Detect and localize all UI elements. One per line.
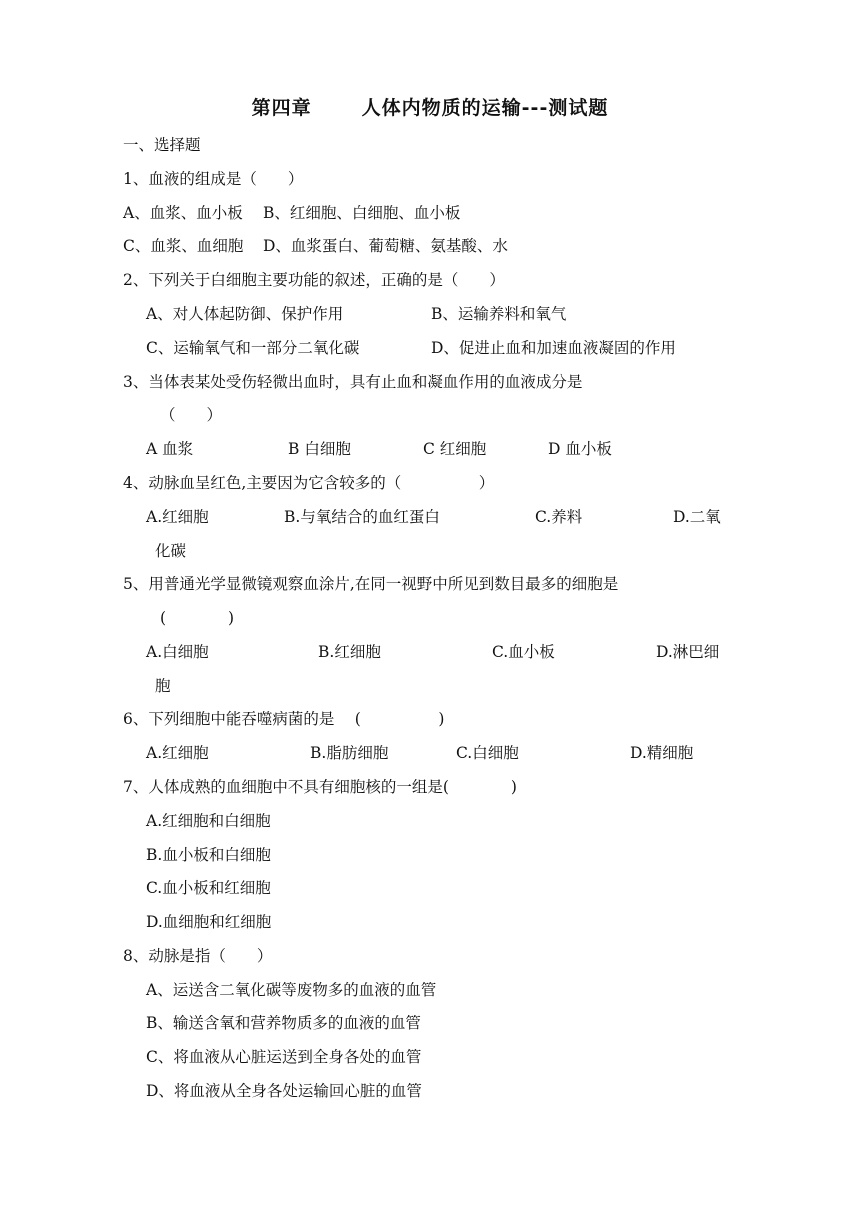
question-2-option-d: D、促进止血和加速血液凝固的作用 (431, 339, 676, 357)
question-8-stem: 8、动脉是指（ ） (123, 947, 273, 965)
question-3-option-b: B 白细胞 (288, 440, 351, 458)
question-6-option-d: D.精细胞 (630, 744, 694, 762)
question-4-option-a: A.红细胞 (146, 508, 209, 526)
question-2-option-c: C、运输氧气和一部分二氧化碳 (146, 339, 360, 357)
question-3-stem-cont: （ ） (160, 406, 223, 424)
question-8-option-c: C、将血液从心脏运送到全身各处的血管 (146, 1048, 422, 1066)
question-4-option-d: D.二氧 (673, 508, 721, 526)
question-1-stem: 1、血液的组成是（ ） (123, 170, 304, 188)
question-4-stem: 4、动脉血呈红色,主要因为它含较多的（ ） (123, 474, 495, 492)
question-6-stem: 6、下列细胞中能吞噬病菌的是 ( ) (123, 710, 445, 728)
section-heading: 一、选择题 (123, 136, 201, 154)
question-3-stem: 3、当体表某处受伤轻微出血时，具有止血和凝血作用的血液成分是 (123, 373, 583, 391)
question-3-option-d: D 血小板 (548, 440, 612, 458)
question-8-option-b: B、输送含氧和营养物质多的血液的血管 (146, 1014, 421, 1032)
chapter-label: 第四章 (251, 97, 312, 119)
question-6-option-b: B.脂肪细胞 (310, 744, 389, 762)
question-8-option-a: A、运送含二氧化碳等废物多的血液的血管 (146, 981, 437, 999)
question-7-stem: 7、人体成熟的血细胞中不具有细胞核的一组是( ) (123, 778, 517, 796)
page-title (0, 93, 860, 120)
question-5-stem-cont: ( ) (160, 609, 235, 627)
question-2-option-b: B、运输养料和氧气 (431, 305, 567, 323)
question-7-option-a: A.红细胞和白细胞 (146, 812, 271, 830)
question-4-option-b: B.与氧结合的血红蛋白 (284, 508, 440, 526)
question-5-stem: 5、用普通光学显微镜观察血涂片,在同一视野中所见到数目最多的细胞是 (123, 575, 619, 593)
question-2-option-a: A、对人体起防御、保护作用 (146, 305, 344, 323)
question-6-option-a: A.红细胞 (146, 744, 209, 762)
question-1-option-c: C、血浆、血细胞 (123, 237, 244, 255)
title-subject: 人体内物质的运输---测试题 (361, 97, 609, 119)
question-3-option-c: C 红细胞 (423, 440, 487, 458)
question-1-option-d: D、血浆蛋白、葡萄糖、氨基酸、水 (263, 237, 508, 255)
question-1-option-b: B、红细胞、白细胞、血小板 (263, 204, 461, 222)
question-5-option-c: C.血小板 (492, 643, 555, 661)
question-5-option-a: A.白细胞 (146, 643, 209, 661)
question-2-stem: 2、下列关于白细胞主要功能的叙述，正确的是（ ） (123, 271, 505, 289)
question-7-option-b: B.血小板和白细胞 (146, 846, 271, 864)
question-1-option-a: A、血浆、血小板 (123, 204, 243, 222)
question-3-option-a: A 血浆 (146, 440, 194, 458)
question-7-option-d: D.血细胞和红细胞 (146, 913, 272, 931)
question-6-option-c: C.白细胞 (456, 744, 519, 762)
question-4-option-d-cont: 化碳 (155, 542, 187, 560)
question-5-option-d: D.淋巴细 (656, 643, 720, 661)
question-5-option-d-cont: 胞 (155, 677, 171, 695)
question-5-option-b: B.红细胞 (318, 643, 381, 661)
question-8-option-d: D、将血液从全身各处运输回心脏的血管 (146, 1082, 422, 1100)
question-4-option-c: C.养料 (535, 508, 583, 526)
question-7-option-c: C.血小板和红细胞 (146, 879, 271, 897)
